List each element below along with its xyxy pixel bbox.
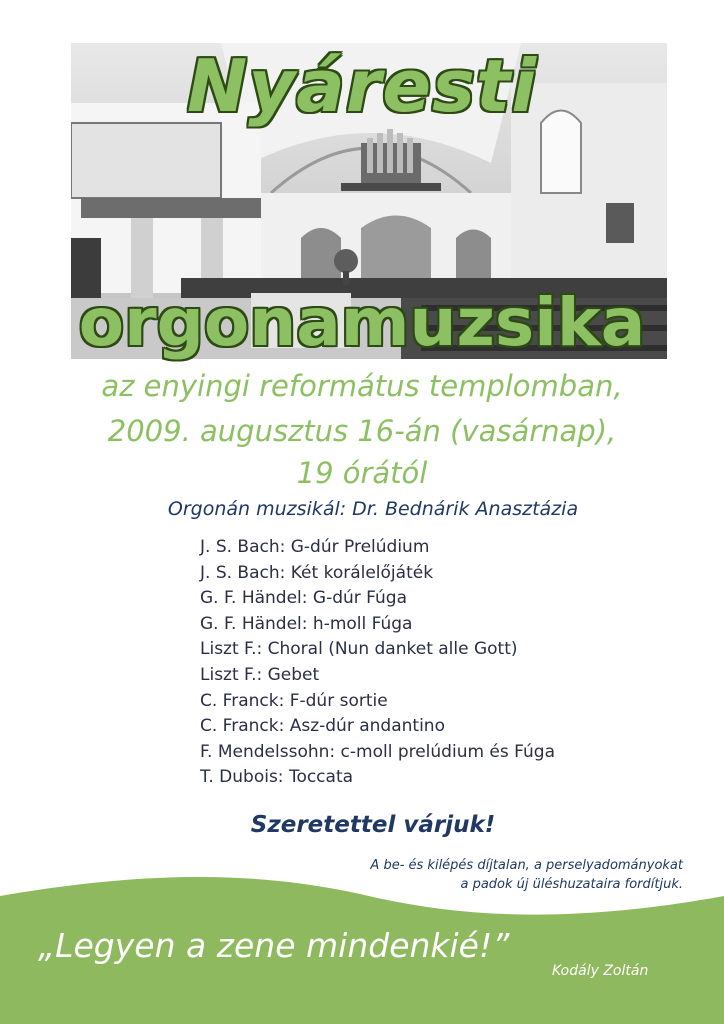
quote-author: Kodály Zoltán [552, 963, 649, 979]
event-date: 2009. augusztus 16-án (vasárnap), [107, 414, 617, 448]
performer-line: Orgonán muzsikál: Dr. Bednárik Anasztázia [167, 498, 579, 520]
program-item: C. Franck: F-dúr sortie [200, 690, 388, 711]
event-time: 19 órától [296, 456, 428, 490]
poster-title-line1: Nyáresti [186, 44, 538, 128]
closing-quote: „Legyen a zene mindenkié!” [38, 926, 510, 965]
program-item: G. F. Händel: G-dúr Fúga [200, 588, 408, 609]
program-item: Liszt F.: Gebet [200, 664, 320, 685]
welcome-text: Szeretettel várjuk! [250, 812, 496, 838]
event-location: az enyingi református templomban, [101, 369, 623, 403]
program-item: T. Dubois: Toccata [200, 767, 354, 788]
donation-note-line2: a padok új üléshuzataira fordítjuk. [460, 877, 683, 892]
program-item: C. Franck: Asz-dúr andantino [200, 716, 445, 737]
program-item: J. S. Bach: G-dúr Prelúdium [200, 537, 430, 557]
program-item: J. S. Bach: Két korálelőjáték [200, 562, 434, 583]
donation-note-line1: A be- és kilépés díjtalan, a perselyadományokat [370, 858, 683, 873]
program-list [200, 535, 555, 791]
program-item: Liszt F.: Choral (Nun danket alle Gott) [200, 639, 518, 660]
poster-title-line2: orgonamuzsika [78, 284, 646, 361]
program-item: F. Mendelssohn: c-moll prelúdium és Fúga [200, 741, 555, 762]
program-item: G. F. Händel: h-moll Fúga [200, 613, 413, 634]
